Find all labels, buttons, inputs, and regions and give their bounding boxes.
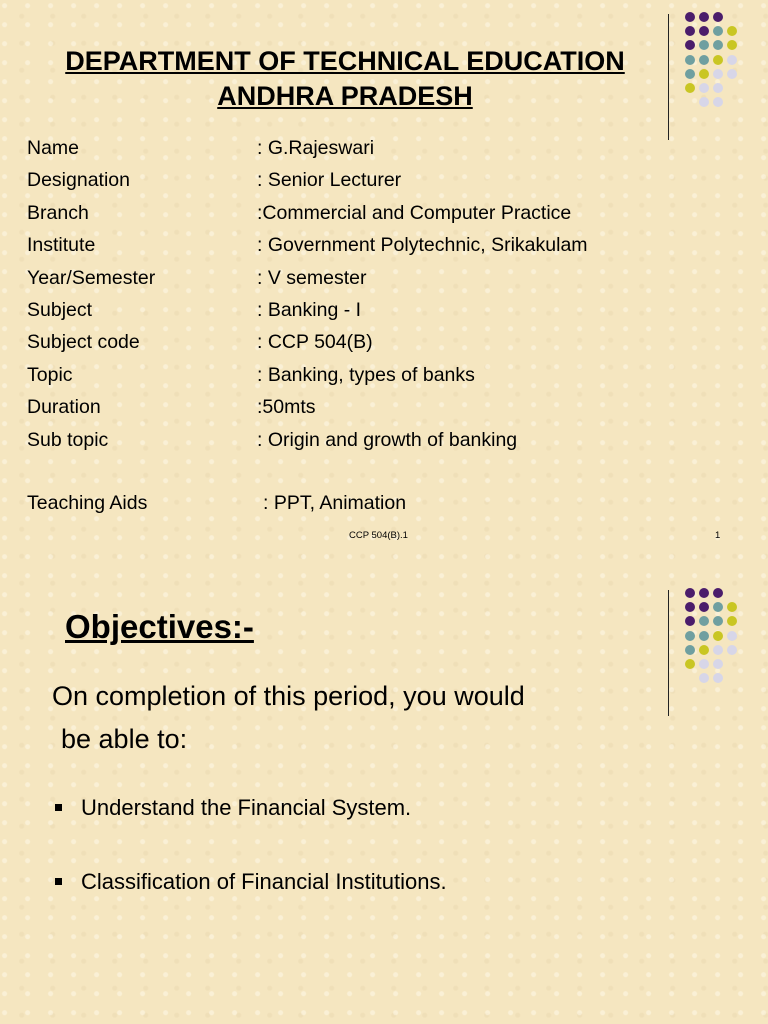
dot-icon xyxy=(713,645,723,655)
bullet-text: Understand the Financial System. xyxy=(81,795,412,820)
dot-icon xyxy=(713,40,723,50)
slide-2 xyxy=(0,576,768,1024)
title-line-1: DEPARTMENT OF TECHNICAL EDUCATION xyxy=(65,46,625,76)
dot-icon xyxy=(699,55,709,65)
dot-icon xyxy=(699,602,709,612)
dot-icon xyxy=(727,26,737,36)
dot-icon xyxy=(685,12,695,22)
dot-icon xyxy=(713,83,723,93)
dot-icon xyxy=(727,69,737,79)
objectives-heading: Objectives:- xyxy=(65,608,254,645)
dot-icon xyxy=(685,26,695,36)
dot-icon xyxy=(713,12,723,22)
info-label: Institute xyxy=(27,234,96,257)
dot-icon xyxy=(699,97,709,107)
info-label: Branch xyxy=(27,201,89,224)
dot-icon xyxy=(727,616,737,626)
dot-icon xyxy=(685,602,695,612)
dot-icon xyxy=(713,602,723,612)
info-label: Subject xyxy=(27,298,93,321)
dot-icon xyxy=(699,588,709,598)
dot-icon xyxy=(727,55,737,65)
dot-icon xyxy=(713,588,723,598)
intro-line-1: On completion of this period, you would xyxy=(52,681,525,711)
info-value: : Senior Lecturer xyxy=(257,169,402,192)
info-label: Topic xyxy=(27,363,73,386)
info-label: Subject code xyxy=(27,331,140,354)
info-value: : V semester xyxy=(257,266,367,289)
info-label: Duration xyxy=(27,396,101,419)
info-value: : Banking - I xyxy=(257,298,362,321)
dot-icon xyxy=(713,616,723,626)
info-value: : CCP 504(B) xyxy=(257,331,373,354)
page-title xyxy=(0,44,690,114)
info-label: Sub topic xyxy=(27,428,109,451)
dot-icon xyxy=(727,602,737,612)
dot-icon xyxy=(713,97,723,107)
dot-icon xyxy=(685,616,695,626)
bullet-text: Classification of Financial Institutions. xyxy=(81,869,447,894)
dot-icon xyxy=(699,673,709,683)
info-value: :Commercial and Computer Practice xyxy=(257,201,572,224)
info-value: : Government Polytechnic, Srikakulam xyxy=(257,234,588,257)
dot-icon xyxy=(699,69,709,79)
dot-icon xyxy=(713,26,723,36)
dot-icon xyxy=(699,40,709,50)
dot-icon xyxy=(685,631,695,641)
dot-icon xyxy=(699,83,709,93)
info-label: Year/Semester xyxy=(27,266,156,289)
title-line-2: ANDHRA PRADESH xyxy=(217,81,473,111)
square-bullet-icon xyxy=(55,804,62,811)
dot-icon xyxy=(713,631,723,641)
dot-icon xyxy=(685,645,695,655)
info-label: Teaching Aids xyxy=(27,491,148,514)
dot-icon xyxy=(727,40,737,50)
dot-icon xyxy=(713,69,723,79)
dot-icon xyxy=(699,645,709,655)
dot-icon xyxy=(699,659,709,669)
dot-icon xyxy=(699,616,709,626)
info-label: Designation xyxy=(27,169,130,192)
objectives-intro xyxy=(52,675,672,761)
info-value: : Origin and growth of banking xyxy=(257,428,518,451)
intro-line-2: be able to: xyxy=(61,724,188,754)
dot-icon xyxy=(713,55,723,65)
dot-icon xyxy=(727,631,737,641)
dot-icon xyxy=(685,659,695,669)
dot-icon xyxy=(699,631,709,641)
info-value: : G.Rajeswari xyxy=(257,137,375,159)
info-value: : Banking, types of banks xyxy=(257,363,475,386)
info-label: Name xyxy=(27,137,80,159)
dot-icon xyxy=(699,12,709,22)
dot-icon xyxy=(699,26,709,36)
footer-code: CCP 504(B).1 xyxy=(349,530,408,541)
square-bullet-icon xyxy=(55,878,62,885)
dot-icon xyxy=(685,588,695,598)
footer-page-number: 1 xyxy=(715,530,721,541)
dot-icon xyxy=(713,659,723,669)
info-value: :50mts xyxy=(257,396,316,419)
dot-icon xyxy=(713,673,723,683)
info-value: : PPT, Animation xyxy=(263,491,407,514)
dot-icon xyxy=(727,645,737,655)
